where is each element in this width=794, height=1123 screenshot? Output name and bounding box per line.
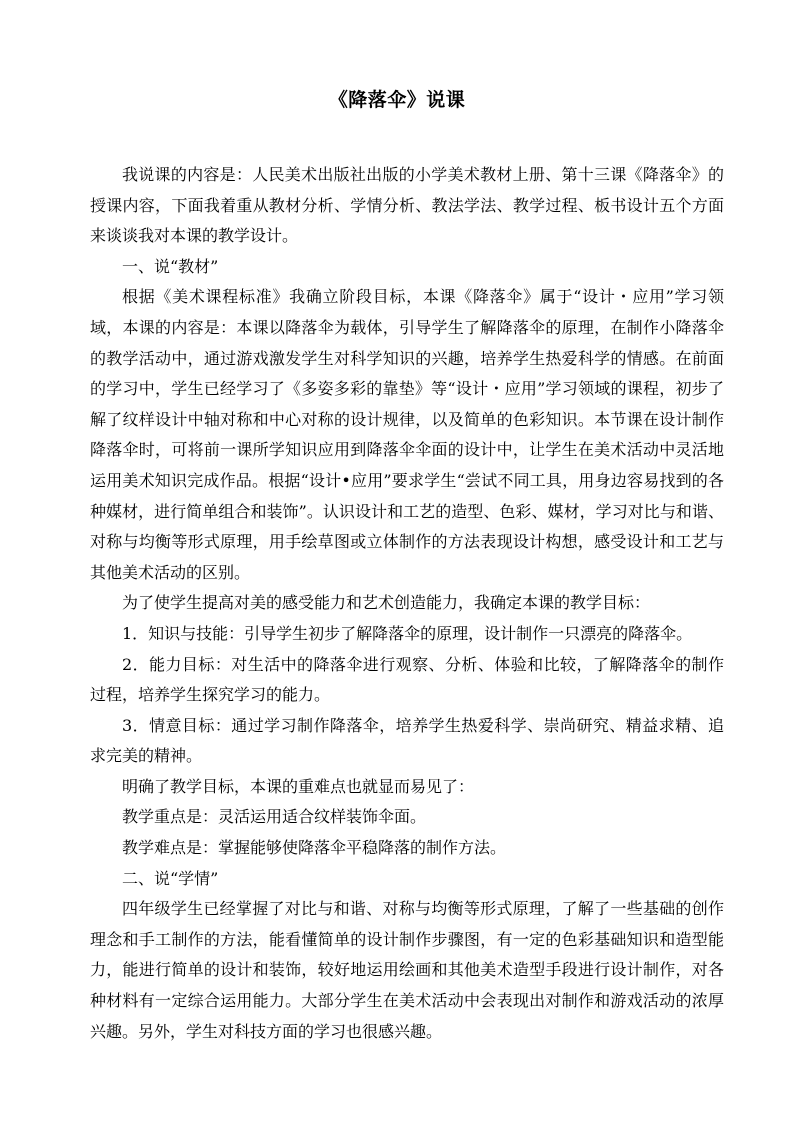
- paragraph-intro: 我说课的内容是：人民美术出版社出版的小学美术教材上册、第十三课《降落伞》的授课内容，下面我着重从教材分析、学情分析、教法学法、教学过程、板书设计五个方面来谈谈我对本课的教学设计。: [90, 165, 724, 246]
- section-heading-textbook: 一、说“教材”: [122, 256, 219, 276]
- section-heading-students: 二、说“学情”: [122, 868, 219, 888]
- paragraph-textbook-analysis: 根据《美术课程标准》我确立阶段目标，本课《降落伞》属于“设计・应用”学习领域，本课的内容是：本课以降落伞为载体，引导学生了解降落伞的原理，在制作小降落伞的教学活动中，通过游戏激发学生对科学知识的兴趣，培养学生热爱科学的情感。在前面的学习中，学生已经学习了《多姿多彩的靠垫》等“设计・应用”学习领域的课程，初步了解了纹样设计中轴对称和中心对称的设计规律，以及简单的色彩知识。本节课在设计制作降落伞时，可将前一课所学知识应用到降落伞伞面的设计中，让学生在美术活动中灵活地运用美术知识完成作品。根据“设计•应用”要求学生“尝试不同工具，用身边容易找到的各种媒材，进行简单组合和装饰”。认识设计和工艺的造型、色彩、媒材，学习对比与和谐、对称与均衡等形式原理，用手绘草图或立体制作的方法表现设计构想，感受设计和工艺与其他美术活动的区别。: [90, 287, 724, 582]
- paragraph-goal-emotion: 3．情意目标：通过学习制作降落伞，培养学生热爱科学、崇尚研究、精益求精、追求完美的精神。: [90, 715, 724, 766]
- paragraph-goals-intro: 为了使学生提高对美的感受能力和艺术创造能力，我确定本课的教学目标：: [122, 593, 651, 613]
- paragraph-goal-knowledge: 1．知识与技能：引导学生初步了解降落伞的原理，设计制作一只漂亮的降落伞。: [122, 623, 693, 643]
- document-body: [90, 160, 724, 1047]
- paragraph-goal-ability: 2．能力目标：对生活中的降落伞进行观察、分析、体验和比较，了解降落伞的制作过程，培养学生探究学习的能力。: [90, 654, 724, 705]
- paragraph-difficult-point: 教学难点是：掌握能够使降落伞平稳降落的制作方法。: [122, 838, 507, 858]
- paragraph-key-point: 教学重点是：灵活运用适合纹样装饰伞面。: [122, 807, 427, 827]
- document-title: 《降落伞》说课: [328, 89, 466, 111]
- paragraph-key-points-intro: 明确了教学目标，本课的重难点也就显而易见了：: [122, 776, 475, 796]
- paragraph-student-analysis: 四年级学生已经掌握了对比与和谐、对称与均衡等形式原理，了解了一些基础的创作理念和手工制作的方法，能看懂简单的设计制作步骤图，有一定的色彩基础知识和造型能力，能进行简单的设计和装饰，较好地运用绘画和其他美术造型手段进行设计制作，对各种材料有一定综合运用能力。大部分学生在美术活动中会表现出对制作和游戏活动的浓厚兴趣。另外，学生对科技方面的学习也很感兴趣。: [90, 899, 724, 1041]
